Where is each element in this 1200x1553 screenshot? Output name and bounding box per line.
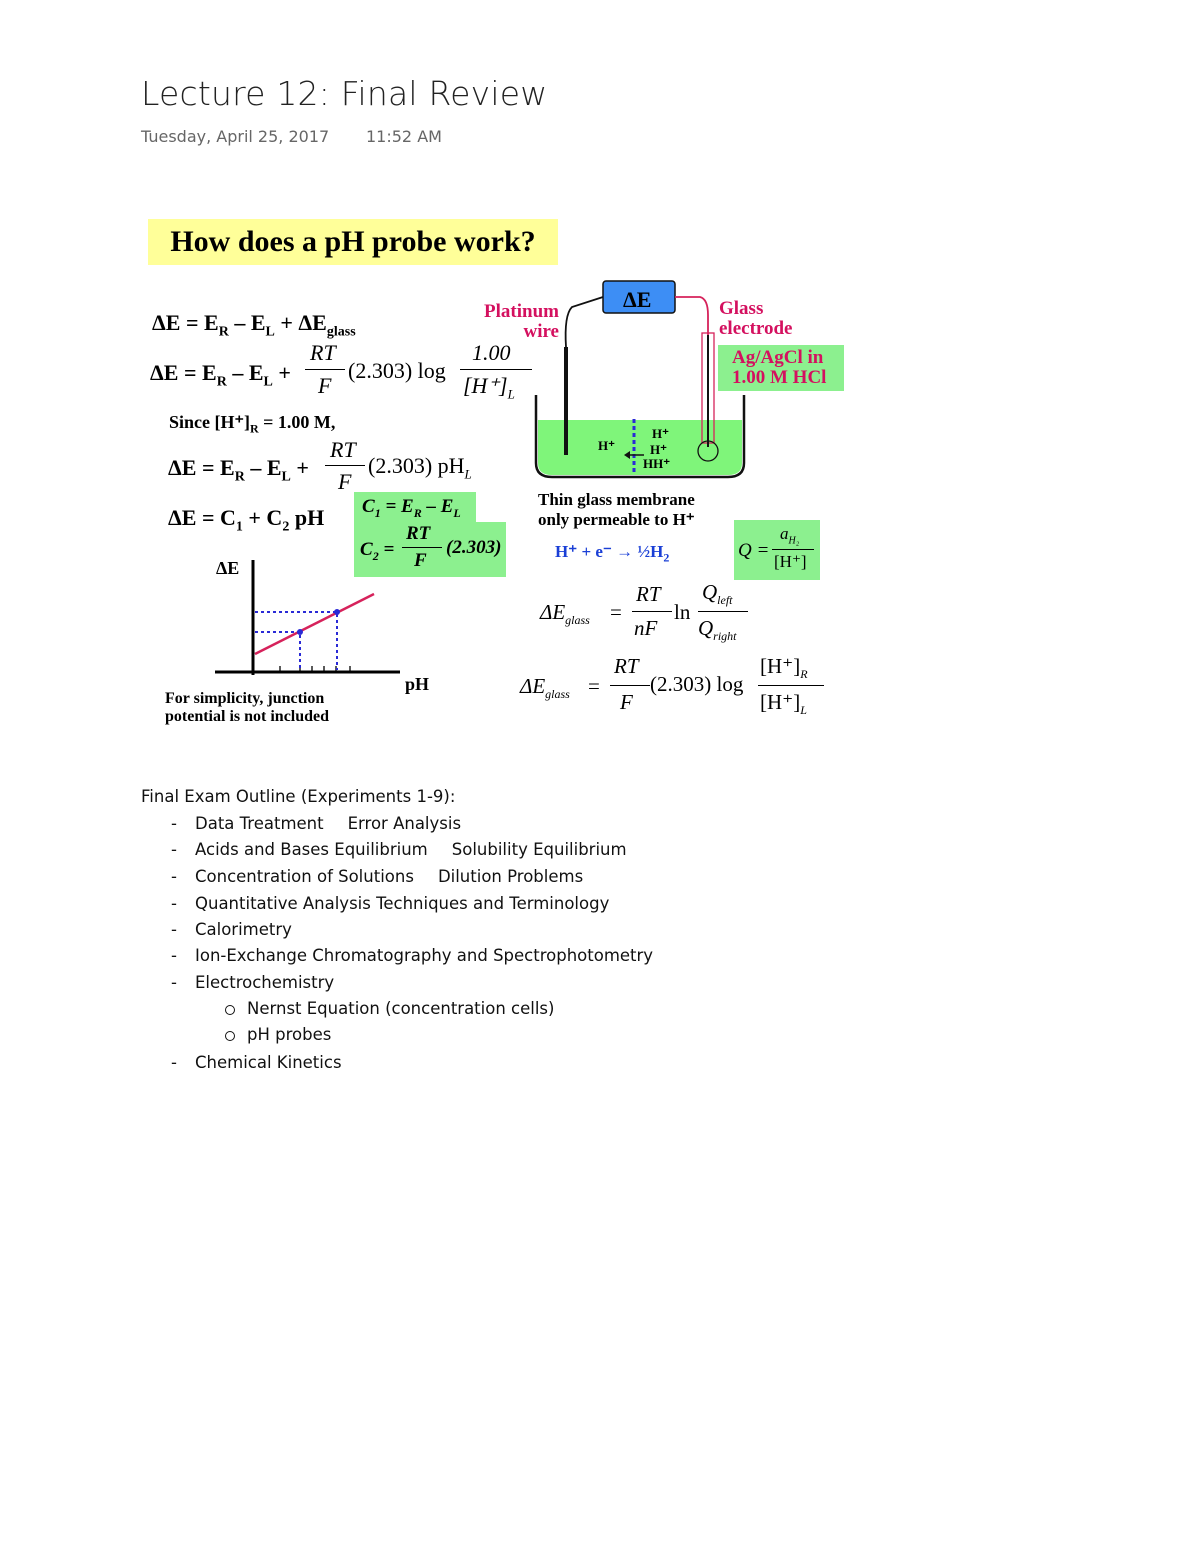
equation-glass-ln: $\Delta E_{glass}$ = RT nF ln $Q_{left}$ $Q_{right}$ <box>540 580 780 650</box>
equation-glass-log: $\Delta E_{glass}$ = RT F (2.303) log $[H^+]_R$ $[H^+]_L$ <box>520 652 840 724</box>
ion-left: H⁺ <box>598 438 615 453</box>
page-title: Lecture 12: Final Review <box>141 74 548 113</box>
equation-nernst-log: $\Delta E = E_R - E_L$ + RT F (2.303) log 1.00 $[H^+]_L$ <box>150 340 540 410</box>
circle-bullet-icon <box>225 1005 235 1015</box>
equation-delta-e: $\Delta E = E_R - E_L + \Delta E_{glass}$ <box>152 310 356 340</box>
graph-x-label: pH <box>405 674 430 694</box>
since-statement: Since $[H^+]_R = 1.00$ M, <box>169 412 336 436</box>
circle-bullet-icon <box>225 1031 235 1041</box>
membrane-label: Thin glass membrane only permeable to H⁺ <box>538 490 695 529</box>
note-date: Tuesday, April 25, 2017 <box>141 127 330 146</box>
platinum-wire-label: Platinum wire <box>484 301 559 342</box>
slide-title: How does a pH probe work? <box>148 219 558 265</box>
c2-box: $C_2$ = RT F (2.303) <box>354 522 506 577</box>
reduction-reaction: $H^+ + e^- \to \frac{1}{2}H_2$ <box>555 542 670 565</box>
q-box: Q = $a_{H_2}$ [H⁺] <box>734 520 820 580</box>
note-time: 11:52 AM <box>366 127 442 146</box>
outline-heading: Final Exam Outline (Experiments 1-9): <box>141 787 456 806</box>
equation-nernst-ph: $\Delta E = E_R - E_L$ + RT F (2.303) $pH_L$ <box>168 437 472 494</box>
meter-label: ΔE <box>623 287 652 312</box>
ion-right-2: H⁺ <box>650 442 667 457</box>
glass-electrode-label: Glass electrode <box>719 298 793 339</box>
ion-right-3: HH⁺ <box>643 456 671 471</box>
agcl-box: Ag/AgCl in 1.00 M HCl <box>718 345 844 391</box>
c1-box: $C_1 = E_R - E_L$ <box>354 492 476 522</box>
graph-y-label: ΔE <box>216 558 240 578</box>
ion-right-1: H⁺ <box>652 426 669 441</box>
equation-linear: $\Delta E = C_1 + C_2$ pH <box>168 505 325 535</box>
graph-note: For simplicity, junction potential is not included <box>165 690 330 725</box>
